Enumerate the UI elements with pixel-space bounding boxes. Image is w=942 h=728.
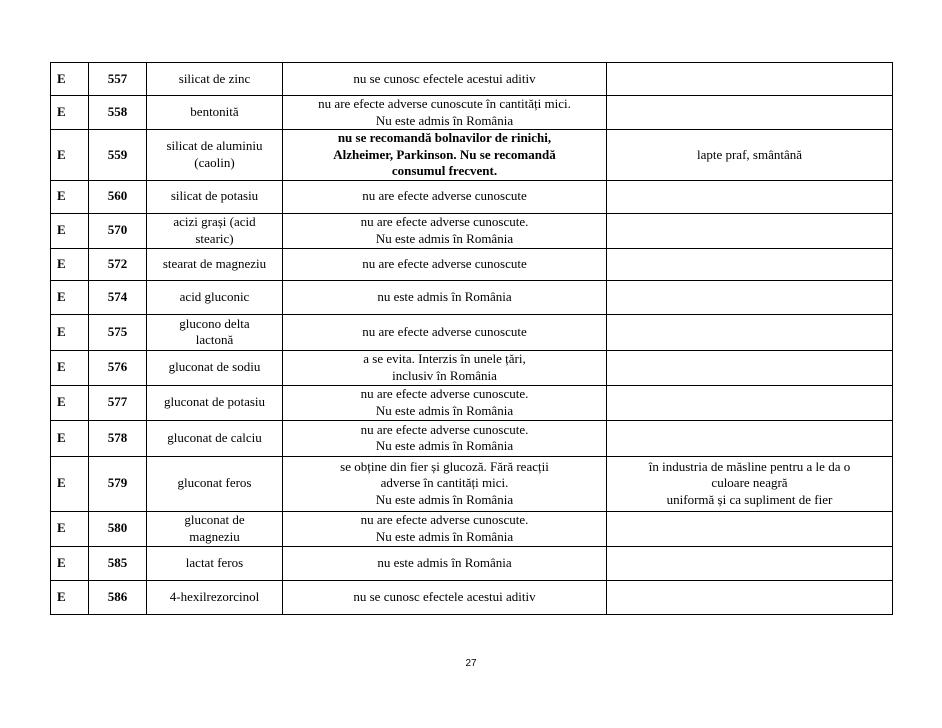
additive-effects — [283, 63, 607, 96]
additive-uses-line: culoare neagră — [711, 475, 788, 491]
additive-name-line: silicat de potasiu — [170, 188, 259, 204]
additive-name — [147, 280, 283, 314]
additive-effects-line: Alzheimer, Parkinson. Nu se recomandă — [333, 146, 556, 162]
additive-code: 578 — [89, 420, 147, 456]
additive-code: 579 — [89, 456, 147, 511]
additive-effects-line: nu are efecte adverse cunoscute. — [360, 512, 529, 527]
additive-effects-line: Nu este admis în România — [375, 402, 514, 418]
additive-prefix: E — [51, 456, 89, 511]
additive-name-line: stearat de magneziu — [162, 255, 267, 271]
additive-name-line: acid gluconic — [179, 288, 250, 304]
additive-effects-line: nu are efecte adverse cunoscute. — [360, 421, 529, 437]
additive-name-line: glucono delta — [179, 315, 250, 331]
additive-effects-line: nu are efecte adverse cunoscute — [362, 255, 527, 271]
additive-effects — [283, 456, 607, 511]
additive-name — [147, 385, 283, 420]
additive-effects — [283, 280, 607, 314]
additive-name — [147, 350, 283, 385]
additive-effects — [283, 580, 607, 614]
table-row — [51, 213, 893, 248]
additive-prefix: E — [51, 580, 89, 614]
additive-name — [147, 511, 283, 546]
additive-effects-line: a se evita. Interzis în unele țări, — [363, 351, 526, 366]
additive-name — [147, 580, 283, 614]
additive-uses — [607, 314, 893, 350]
additive-name-line: lactat feros — [185, 554, 244, 570]
additive-effects-line: Nu este admis în România — [375, 491, 514, 507]
additive-name — [147, 314, 283, 350]
additive-prefix: E — [51, 248, 89, 280]
table-row — [51, 580, 893, 614]
additive-code: 570 — [89, 213, 147, 248]
additive-effects-line: inclusiv în România — [392, 367, 497, 383]
table-row — [51, 180, 893, 213]
table-row — [51, 511, 893, 546]
additive-effects — [283, 213, 607, 248]
additive-uses — [607, 420, 893, 456]
additive-name-line: gluconat de — [184, 512, 245, 527]
additive-uses — [607, 385, 893, 420]
additive-prefix: E — [51, 314, 89, 350]
additive-prefix: E — [51, 420, 89, 456]
additive-effects-line: nu are efecte adverse cunoscute — [362, 323, 527, 339]
additive-name-line: acizi grași (acid — [173, 214, 256, 229]
additive-code: 559 — [89, 130, 147, 181]
additive-name-line: stearic) — [195, 230, 234, 246]
table-row — [51, 248, 893, 280]
additive-uses — [607, 511, 893, 546]
additive-uses — [607, 580, 893, 614]
additive-code: 580 — [89, 511, 147, 546]
additive-effects-line: nu are efecte adverse cunoscute. — [360, 386, 529, 401]
additive-effects-line: adverse în cantități mici. — [380, 475, 509, 491]
additive-prefix: E — [51, 96, 89, 130]
additive-name — [147, 63, 283, 96]
additive-effects — [283, 420, 607, 456]
additive-prefix: E — [51, 350, 89, 385]
additive-name-line: gluconat feros — [177, 475, 252, 491]
additive-effects-line: nu este admis în România — [377, 554, 512, 570]
additive-code: 572 — [89, 248, 147, 280]
additive-code: 557 — [89, 63, 147, 96]
additive-uses-line: uniformă și ca supliment de fier — [666, 491, 833, 507]
additive-name — [147, 213, 283, 248]
additive-effects — [283, 385, 607, 420]
additive-code: 577 — [89, 385, 147, 420]
additive-effects-line: Nu este admis în România — [375, 230, 514, 246]
additive-uses — [607, 180, 893, 213]
additive-effects — [283, 96, 607, 130]
additive-uses — [607, 213, 893, 248]
additive-name-line: silicat de aluminiu — [166, 138, 263, 154]
additive-code: 576 — [89, 350, 147, 385]
additive-prefix: E — [51, 180, 89, 213]
table-row — [51, 130, 893, 181]
additive-uses — [607, 130, 893, 181]
table-row — [51, 546, 893, 580]
table-row — [51, 350, 893, 385]
additive-effects — [283, 248, 607, 280]
additive-effects — [283, 180, 607, 213]
additive-effects-line: nu se recomandă bolnavilor de rinichi, — [337, 130, 552, 145]
additive-effects — [283, 511, 607, 546]
additive-effects-line: nu se cunosc efectele acestui aditiv — [353, 70, 536, 86]
additive-name-line: bentonită — [190, 104, 239, 120]
additive-effects-line: Nu este admis în România — [375, 528, 514, 544]
table-row — [51, 280, 893, 314]
additive-name-line: 4-hexilrezorcinol — [169, 588, 260, 604]
additive-name — [147, 180, 283, 213]
additive-prefix: E — [51, 546, 89, 580]
additive-effects — [283, 546, 607, 580]
additive-prefix: E — [51, 511, 89, 546]
additive-uses — [607, 96, 893, 130]
additive-uses — [607, 280, 893, 314]
additive-effects-line: nu are efecte adverse cunoscute în cantități mici. — [318, 96, 571, 111]
additive-name — [147, 248, 283, 280]
additive-effects-line: se obține din fier și glucoză. Fără reacții — [340, 458, 549, 474]
table-row — [51, 314, 893, 350]
additive-effects-line: nu se cunosc efectele acestui aditiv — [353, 588, 536, 604]
additive-effects-line: nu este admis în România — [377, 288, 512, 304]
additive-prefix: E — [51, 280, 89, 314]
additive-name — [147, 96, 283, 130]
additive-effects — [283, 314, 607, 350]
additive-name — [147, 130, 283, 181]
additive-name-line: lactonă — [195, 332, 234, 347]
additive-code: 574 — [89, 280, 147, 314]
additive-name-line: gluconat de sodiu — [168, 359, 261, 375]
additive-name-line: (caolin) — [194, 154, 235, 170]
table-row — [51, 385, 893, 420]
additive-effects-line: nu are efecte adverse cunoscute. — [360, 214, 529, 229]
additive-name-line: gluconat de calciu — [167, 429, 262, 445]
table-row — [51, 456, 893, 511]
page-number: 27 — [465, 658, 477, 669]
table-row — [51, 96, 893, 130]
additive-prefix: E — [51, 385, 89, 420]
additive-uses — [607, 248, 893, 280]
table-body — [51, 63, 893, 615]
additive-code: 586 — [89, 580, 147, 614]
additive-code: 558 — [89, 96, 147, 130]
additive-name — [147, 456, 283, 511]
additive-effects-line: Nu este admis în România — [375, 438, 514, 453]
additive-effects — [283, 350, 607, 385]
additive-uses — [607, 350, 893, 385]
additive-code: 560 — [89, 180, 147, 213]
additive-uses — [607, 63, 893, 96]
additive-code: 575 — [89, 314, 147, 350]
additives-table — [50, 62, 893, 615]
additive-uses-line: în industria de măsline pentru a le da o — [648, 458, 851, 474]
additive-prefix: E — [51, 130, 89, 181]
additive-effects-line: nu are efecte adverse cunoscute — [362, 188, 527, 204]
additive-name-line: magneziu — [189, 528, 240, 544]
additive-effects-line: consumul frecvent. — [391, 163, 498, 178]
additive-prefix: E — [51, 63, 89, 96]
additive-effects — [283, 130, 607, 181]
additive-name — [147, 546, 283, 580]
additive-uses — [607, 456, 893, 511]
table-row — [51, 420, 893, 456]
additive-uses — [607, 546, 893, 580]
additive-code: 585 — [89, 546, 147, 580]
additive-name-line: gluconat de potasiu — [163, 394, 266, 410]
additive-uses-line: lapte praf, smântână — [696, 146, 803, 162]
table-row — [51, 63, 893, 96]
additive-name-line: silicat de zinc — [178, 70, 251, 86]
additive-prefix: E — [51, 213, 89, 248]
additive-name — [147, 420, 283, 456]
additive-effects-line: Nu este admis în România — [375, 112, 514, 128]
